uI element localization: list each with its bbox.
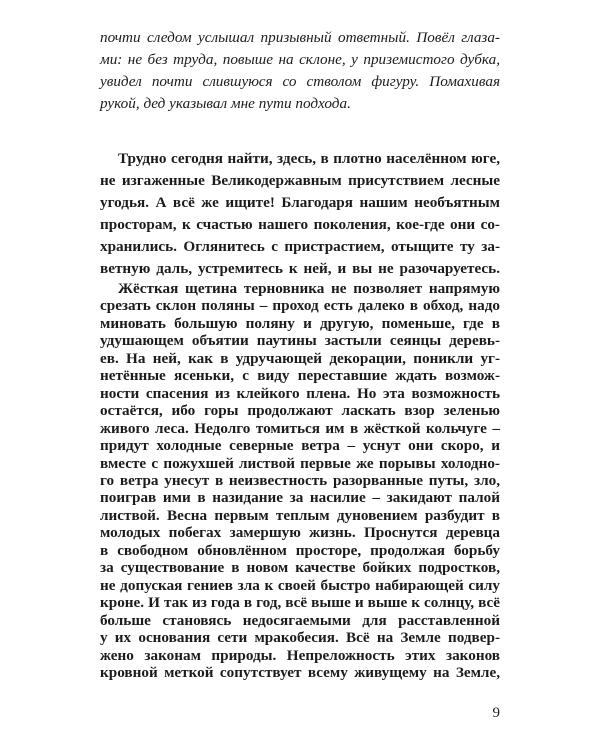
paragraph-1-line: не изгаженные Великодержавным присутствием лесные (100, 172, 500, 189)
paragraph-2-line: жено законам природы. Непреложность этих законов (100, 646, 500, 664)
paragraph-2-line: придут холодные северные ветра – уснут они скоро, и (100, 437, 500, 455)
italic-paragraph-line: рукой, дед указывал мне пути подхода. (100, 95, 351, 112)
paragraph-2-line: го ветра унесут в неизвестность разорванные путы, зло, (100, 472, 500, 489)
paragraph-2-line: за существование в новом качестве бойких подростков, (100, 559, 500, 577)
paragraph-2-line: в свободном обновлённом просторе, продолжая борьбу (100, 541, 500, 559)
italic-paragraph-line: почти следом услышал призывный ответный. Повёл глаза- (100, 29, 500, 46)
paragraph-2-line: удушающем объятии паутины застыли сеянцы деревь- (100, 332, 500, 350)
paragraph-1-line: ветную даль, устремитесь к ней, и вы не разочаруетесь. (100, 260, 500, 277)
italic-paragraph-line: ми: не без труда, повыше на склоне, у приземистого дубка, (100, 51, 500, 68)
paragraph-1-line: угодья. А всё же ищите! Благодаря нашим необъятным (100, 194, 500, 211)
paragraph-1-line: просторам, к счастью нашего поколения, кое-где они со- (100, 216, 500, 233)
paragraph-2-line: кроне. И так из года в год, всё выше и выше к солнцу, всё (100, 594, 500, 612)
paragraph-2-line: кровной меткой сопутствует всему живущему на Земле, (100, 664, 500, 681)
paragraph-1-line: Трудно сегодня найти, здесь, в плотно населённом юге, (118, 150, 500, 167)
paragraph-2-line: листвой. Весна первым теплым дуновением разбудит в (100, 506, 500, 524)
paragraph-2-line: ности спасения из клейкого плена. Но эта возможность (100, 384, 500, 402)
paragraph-2-line: больше становясь недосягаемыми для расставленной (100, 611, 500, 629)
paragraph-2-line: срезать склон поляны – проход есть далеко в обход, надо (100, 297, 500, 315)
paragraph-2-line: миновать большую поляну и другую, поменьше, где в (100, 314, 500, 332)
page-number: 9 (492, 705, 500, 721)
paragraph-2-line: ев. На ней, как в удручающей декорации, поникли уг- (100, 349, 500, 367)
paragraph-1-line: хранились. Оглянитесь с пристрастием, отыщите ту за- (100, 238, 500, 255)
paragraph-2-line: поиграв ими в назидание за насилие – закидают палой (100, 489, 500, 507)
paragraph-2-line: нетённые ясеньки, с виду переставшие ждать возмож- (100, 367, 500, 385)
paragraph-2-line: молодых побегах замершую жизнь. Проснутся деревца (100, 524, 500, 542)
paragraph-2-line: у их основания сети мракобесия. Всё на Земле подвер- (100, 629, 500, 647)
italic-paragraph-line: увидел почти слившуюся со стволом фигуру. Помахивая (100, 73, 500, 90)
paragraph-2-line: не допуская гениев зла к своей быстро набирающей силу (100, 576, 500, 594)
paragraph-2-line: Жёсткая щетина терновника не позволяет напрямую (118, 280, 500, 297)
paragraph-2-line: вместе с пожухшей листвой первые же порывы холодно- (100, 454, 500, 472)
paragraph-2-line: остаётся, ибо горы продолжают ласкать взор зеленью (100, 402, 500, 420)
paragraph-2-line: живого леса. Недолго томиться им в жёсткой кольчуге – (100, 419, 500, 437)
